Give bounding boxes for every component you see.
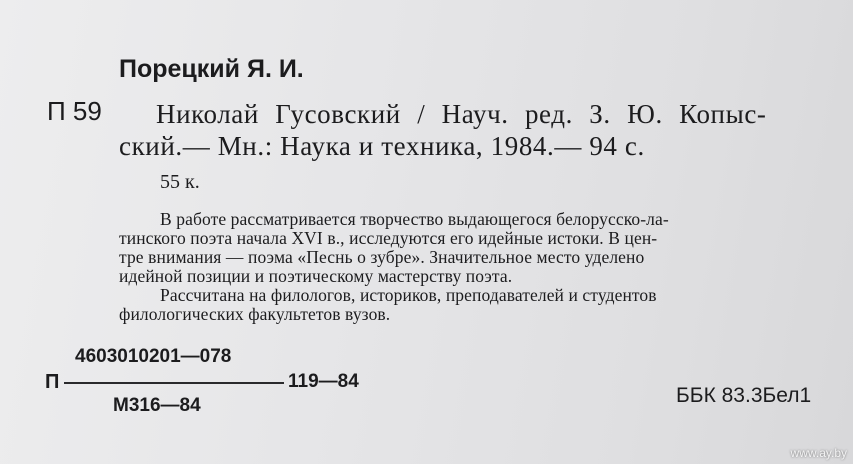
author-heading: Порецкий Я. И. (119, 55, 304, 83)
registration-denominator: М316—84 (113, 395, 201, 416)
price: 55 к. (160, 171, 200, 193)
title-line-2: ский.— Мн.: Наука и техника, 1984.— 94 с. (119, 131, 645, 161)
annotation-line: тинского поэта начала XVI в., исследуются его идейные истоки. В цен- (119, 228, 658, 248)
bbk-index: ББК 83.3Бел1 (676, 384, 812, 407)
watermark: www.ay.by (790, 446, 847, 460)
annotation-line: идейной позиции и поэтическому мастерству поэта. (119, 266, 513, 286)
fraction-bar (64, 382, 284, 384)
annotation-line: В работе рассматривается творчество выдающегося белорусско-ла- (160, 209, 669, 229)
registration-prefix: П (45, 371, 60, 393)
annotation-line: филологических факультетов вузов. (119, 304, 391, 324)
registration-numerator: 4603010201—078 (75, 346, 232, 367)
title-line-1: Николай Гусовский / Науч. ред. З. Ю. Копыс- (156, 99, 767, 129)
annotation-line: Рассчитана на филологов, историков, преподавателей и студентов (160, 285, 657, 305)
catalog-code: П 59 (47, 96, 102, 126)
annotation-line: тре внимания — поэма «Песнь о зубре». Значительное место уделено (119, 247, 645, 267)
registration-suffix: 119—84 (288, 371, 359, 392)
